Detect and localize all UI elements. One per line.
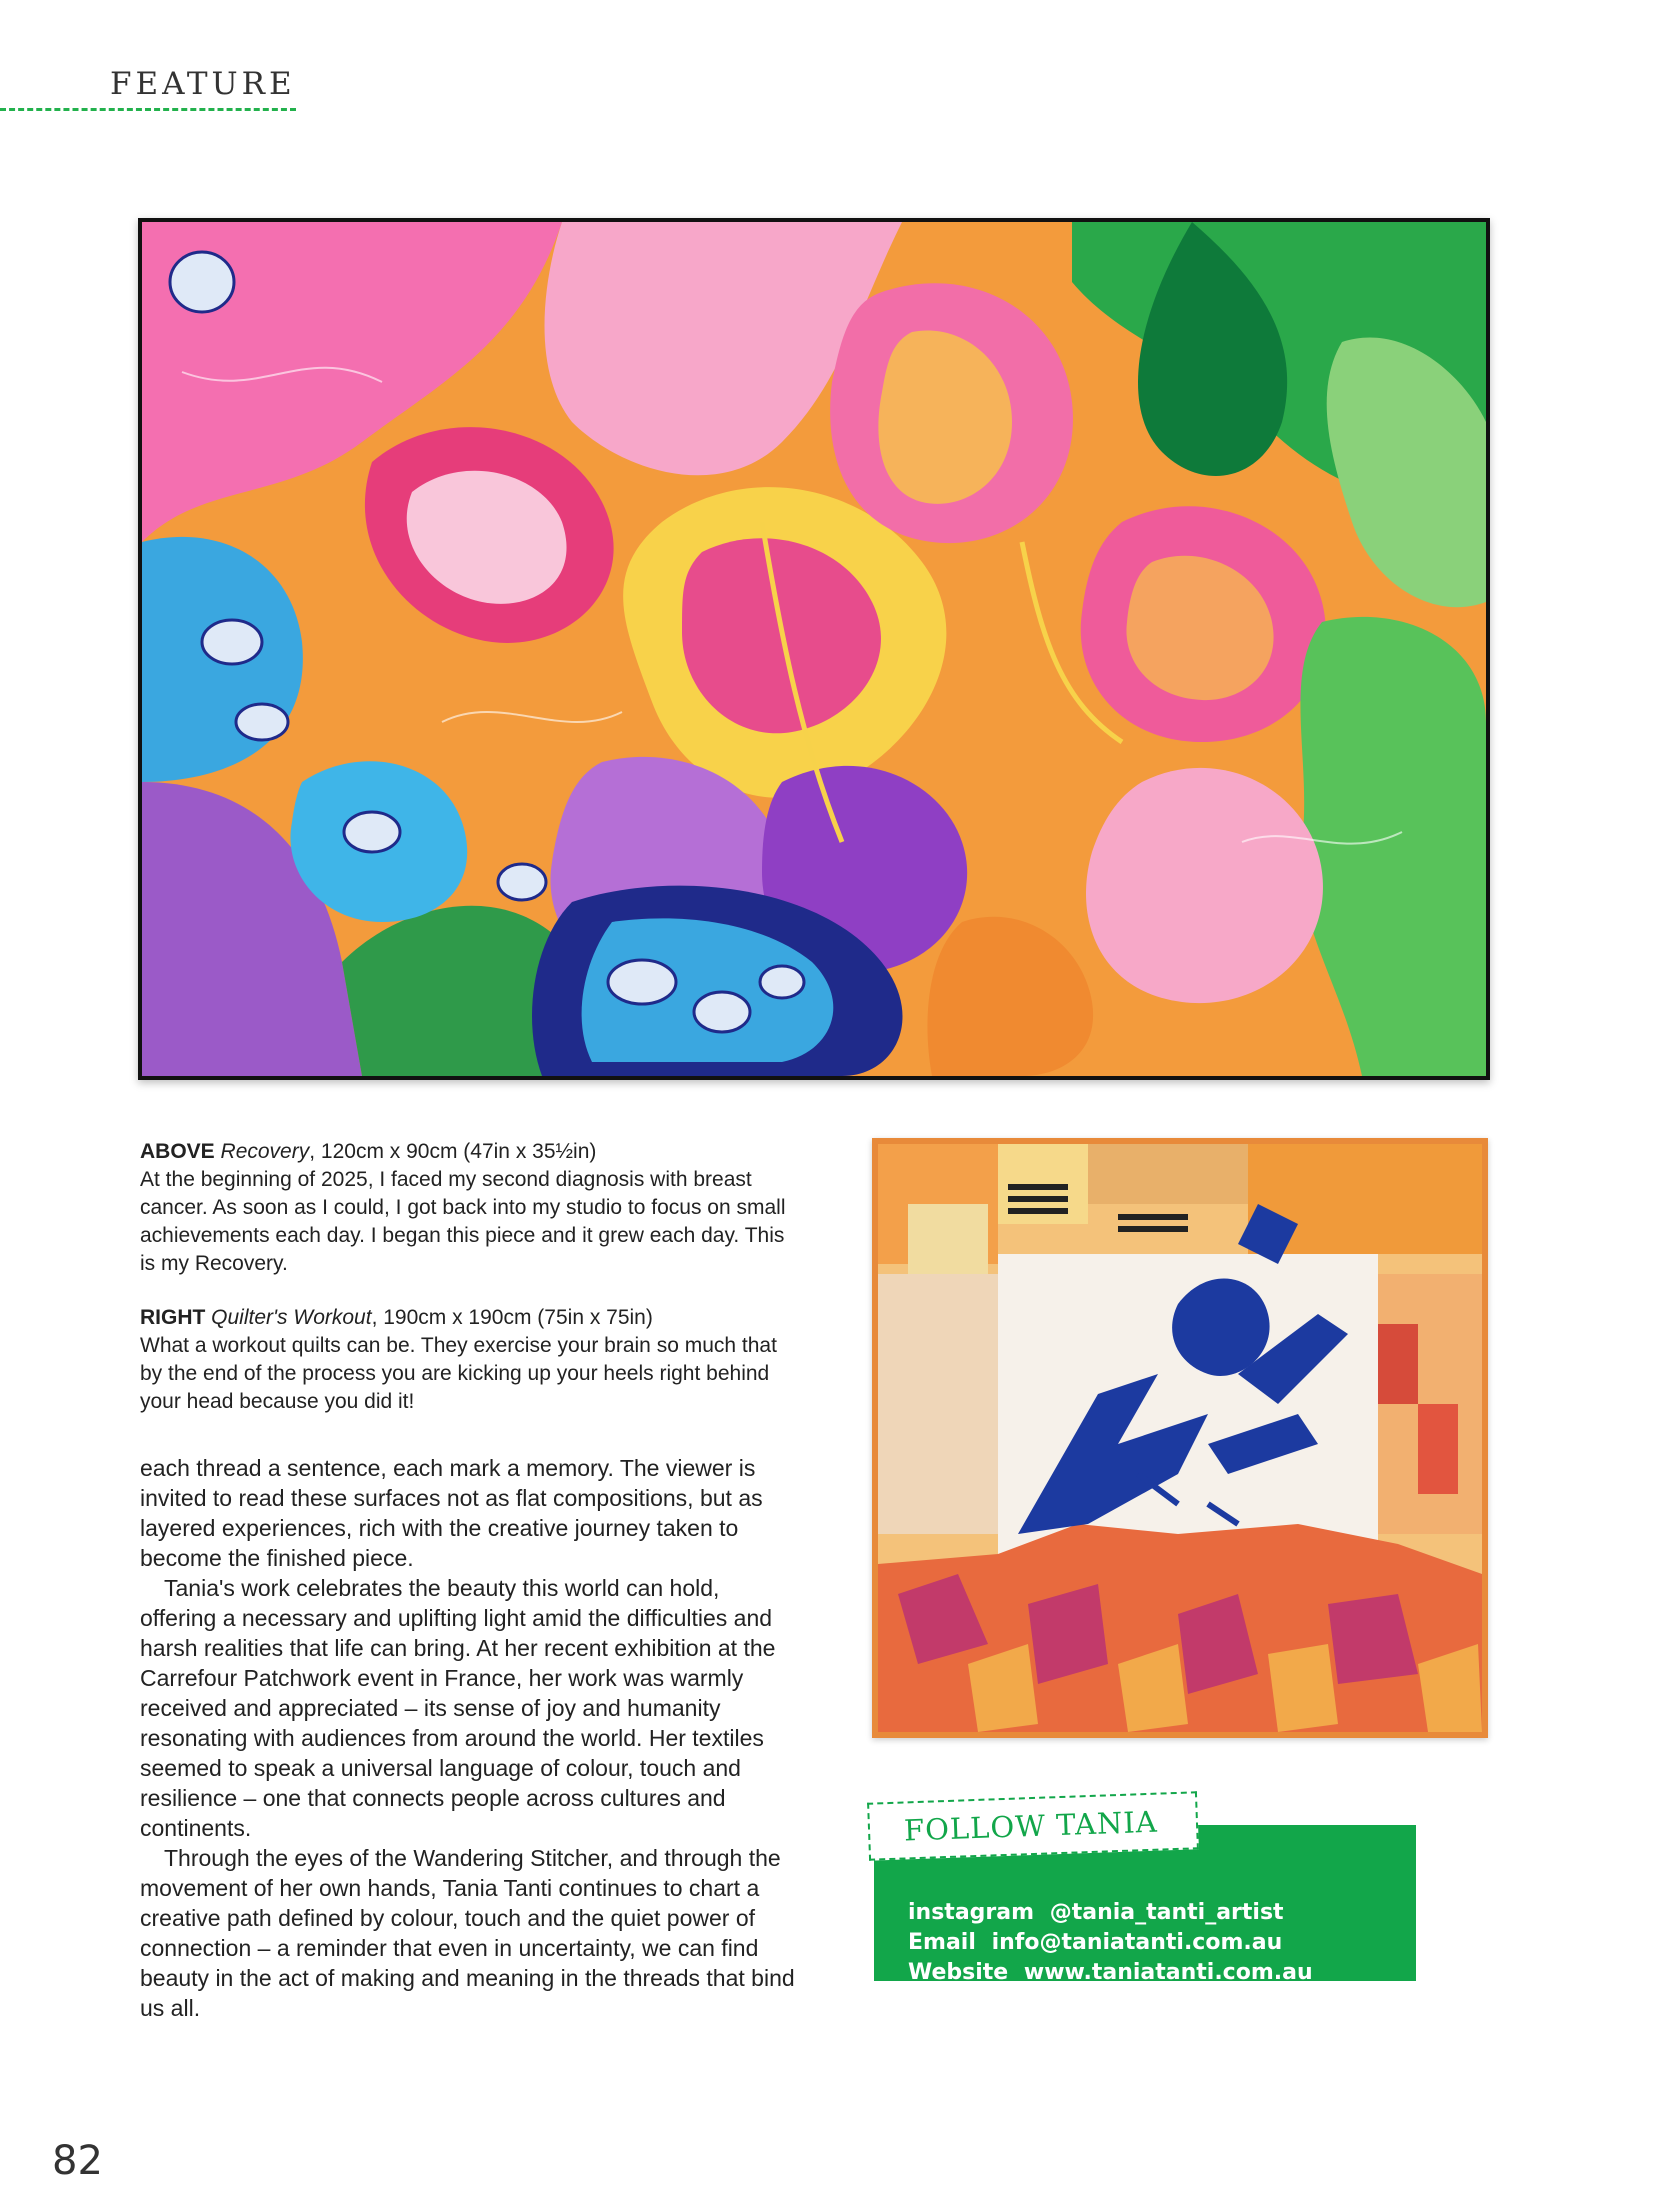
body-paragraph: Tania's work celebrates the beauty this world can hold, offering a necessary and uplifting light amid the difficulties and harsh realities that life can bring. At her recent exhibition at the Carrefour Patchwork event in France, her work was warmly received and appreciated – its sense of joy and humanity resonating with audiences from around the world. Her textiles seemed to speak a universal language of colour, touch and resilience – one that connects people across cultures and continents. — [140, 1575, 776, 1841]
caption-above-title: Recovery — [220, 1140, 310, 1163]
caption-above-position: ABOVE — [140, 1140, 215, 1163]
caption-above — [140, 1138, 800, 1278]
recovery-quilt-art — [142, 222, 1486, 1076]
caption-right-position: RIGHT — [140, 1306, 206, 1329]
body-paragraph: Through the eyes of the Wandering Stitcher, and through the movement of her own hands, Tania Tanti continues to chart a creative path defined by colour, touch and the quiet power of connection – a reminder that even in uncertainty, we can find beauty in the act of making and meaning in the threads that bind us all. — [140, 1845, 795, 2021]
follow-title: FOLLOW TANIA — [867, 1791, 1199, 1860]
section-label: FEATURE — [110, 66, 296, 102]
article-body — [140, 1453, 800, 2023]
email-address[interactable]: info@taniatanti.com.au — [991, 1930, 1283, 1955]
instagram-handle[interactable]: @tania_tanti_artist — [1049, 1900, 1284, 1925]
section-divider — [0, 108, 296, 111]
caption-above-text: At the beginning of 2025, I faced my second diagnosis with breast cancer. As soon as I could, I got back into my studio to focus on small achievements each day. I began this piece and it grew each day. This is my Recovery. — [140, 1168, 786, 1275]
body-paragraph: each thread a sentence, each mark a memory. The viewer is invited to read these surfaces not as flat compositions, but as layered experiences, rich with the creative journey taken to become the finished piece. — [140, 1455, 763, 1571]
instagram-line — [908, 1898, 1408, 1928]
captions — [140, 1138, 800, 1442]
caption-right — [140, 1304, 800, 1416]
caption-above-dims: , 120cm x 90cm (47in x 35½in) — [309, 1140, 597, 1163]
website-label: Website — [908, 1960, 1009, 1985]
website-line — [908, 1958, 1408, 1988]
instagram-label: instagram — [908, 1900, 1035, 1925]
caption-right-text: What a workout quilts can be. They exercise your brain so much that by the end of the process you are kicking up your heels right behind your head because you did it! — [140, 1334, 777, 1413]
website-url[interactable]: www.taniatanti.com.au — [1023, 1960, 1313, 1985]
page-number: 82 — [52, 2138, 103, 2184]
caption-right-title: Quilter's Workout — [211, 1306, 372, 1329]
caption-right-dims: , 190cm x 190cm (75in x 75in) — [371, 1306, 653, 1329]
quilters-workout-image — [872, 1138, 1488, 1738]
quilters-workout-art — [878, 1144, 1482, 1732]
recovery-quilt-image — [138, 218, 1490, 1080]
email-line — [908, 1928, 1408, 1958]
email-label: Email — [908, 1930, 976, 1955]
follow-contacts — [908, 1898, 1408, 1988]
